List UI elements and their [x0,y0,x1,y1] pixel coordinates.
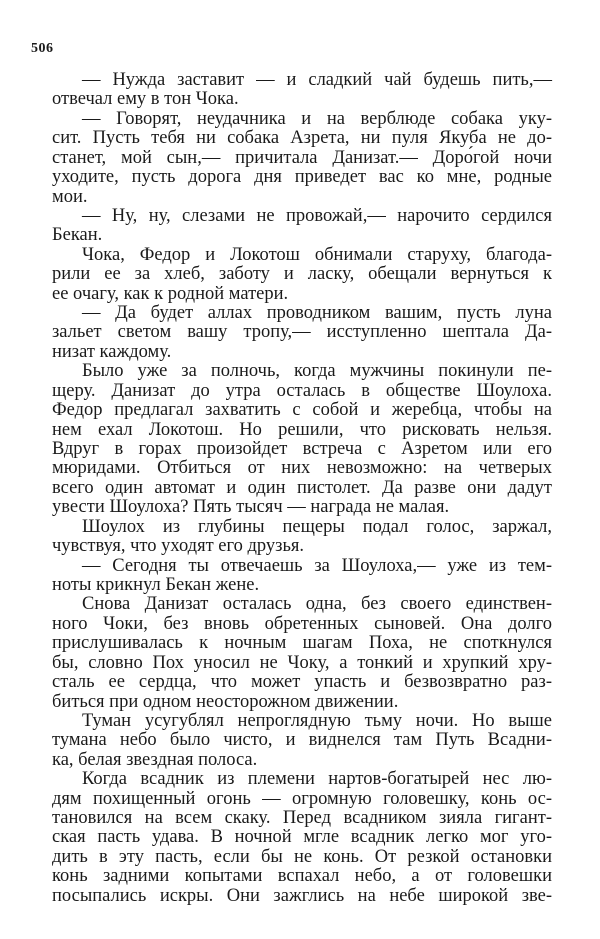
text-line: — Сегодня ты отвечаешь за Шоулоха,— уже из тем- [82,555,552,576]
text-line: Было уже за полночь, когда мужчины покинули пе- [82,361,552,382]
text-line: ка, белая звездная полоса. [52,749,258,770]
text-line: посыпались искры. Они зажглись на небе широкой зве- [52,885,552,906]
paragraph [52,518,552,557]
text-line: прислушивалась к ночным шагам Поха, не споткнулся [52,633,552,654]
text-line: уходите, пусть дорога дня приведет вас ко мне, родные [52,167,552,188]
paragraph [52,207,552,246]
text-line: нем ехал Локотош. Но решили, что рисковать нельзя. [52,419,552,440]
text-line: сталь ее сердца, что может упасть и безвозвратно раз- [52,672,552,693]
text-line: ее очагу, как к родной матери. [52,283,289,304]
text-line: всего один автомат и один пистолет. Да разве они дадут [52,477,552,498]
text-line: биться при одном неосторожном движении. [52,691,399,712]
text-line: бы, словно Пох уносил не Чоку, а тонкий и хрупкий хру- [52,652,552,673]
text-line: мои. [52,186,88,207]
text-line: — Да будет аллах проводником вашим, пусть луна [82,303,552,324]
text-line: мюридами. Отбиться от них невозможно: на четверых [52,458,552,479]
paragraph [52,595,552,712]
text-line: увести Шоулоха? Пять тысяч — награда не малая. [52,497,450,518]
paragraph [52,770,552,906]
page-number: 506 [31,41,54,56]
text-line: Когда всадник из племени нартов-богатырей нес лю- [82,769,552,790]
text-line: сит. Пусть тебя ни собака Азрета, ни пуля Якуба не до- [52,128,552,149]
text-line: щеру. Данизат до утра осталась в обществе Шоулоха. [52,380,552,401]
text-line: — Нужда заставит — и сладкий чай будешь пить,— [82,70,552,90]
text-line: Федор предлагал захватить с собой и жеребца, чтобы на [52,400,552,421]
text-line: конь задними копытами вспахал небо, а от головешки [52,866,552,887]
paragraph [52,712,552,770]
text-line: отвечал ему в тон Чока. [52,89,239,110]
body-text [52,71,552,906]
text-line: Чока, Федор и Локотош обнимали старуху, благода- [82,244,552,265]
paragraph [52,304,552,362]
text-line: низат каждому. [52,341,172,362]
text-line: тумана небо было чисто, и виднелся там Путь Всадни- [52,730,552,751]
text-line: дям похищенный огонь — огромную головешку, конь ос- [52,788,552,809]
text-line: рили ее за хлеб, заботу и ласку, обещали вернуться к [52,264,552,285]
text-line: Туман усугублял непроглядную тьму ночи. Но выше [82,710,552,731]
text-line: Вдруг в горах произойдет встреча с Азретом или его [52,439,552,460]
text-line: — Ну, ну, слезами не провожай,— нарочито сердился [82,205,552,226]
text-line: станет, мой сын,— причитала Данизат.— Доро́гой ночи [52,147,552,168]
paragraph [52,71,552,110]
text-line: чувствуя, что уходят его друзья. [52,536,305,557]
text-line: Шоулох из глубины пещеры подал голос, заржал, [82,516,552,537]
text-line: — Говорят, неудачника и на верблюде собака уку- [82,108,552,129]
paragraph [52,362,552,517]
text-line: зальет светом вашу тропу,— исступленно шептала Да- [52,322,552,343]
paragraph [52,557,552,596]
text-line: ного Чоки, без вновь обретенных сыновей. Она долго [52,613,552,634]
text-line: дить в эту пасть, если бы не конь. От резкой остановки [52,846,552,867]
text-line: Бекан. [52,225,103,246]
text-line: ская пасть удава. В ночной мгле всадник легко мог уго- [52,827,552,848]
text-line: ноты крикнул Бекан жене. [52,574,260,595]
paragraph [52,246,552,304]
text-line: тановился на всем скаку. Перед всадником зияла гигант- [52,808,552,829]
paragraph [52,110,552,207]
text-line: Снова Данизат осталась одна, без своего единствен- [82,594,552,615]
